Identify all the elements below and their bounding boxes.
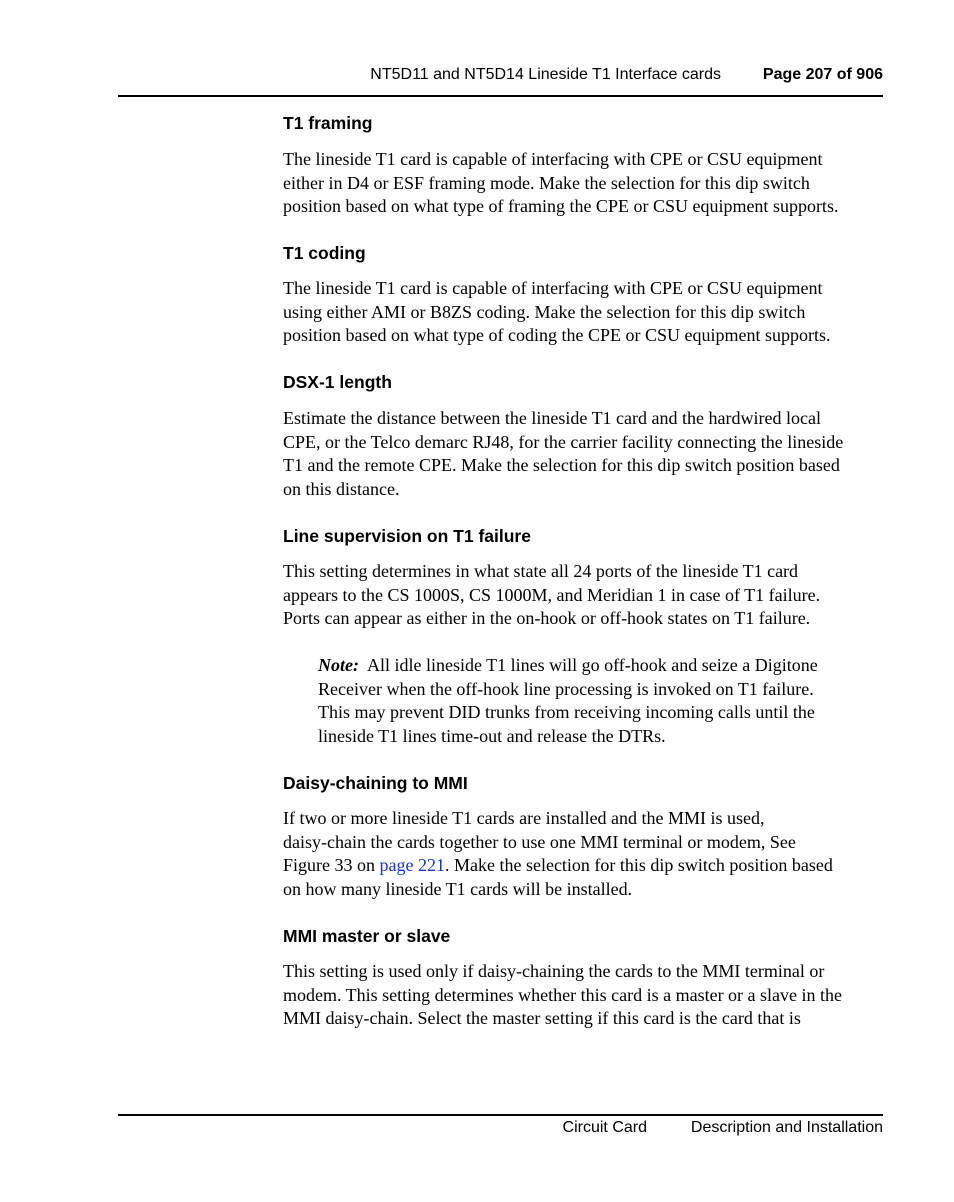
- text-line: lineside T1 lines time-out and release the DTRs.: [318, 725, 666, 746]
- paragraph-mmi-master-slave: [283, 960, 887, 1031]
- text-line: MMI daisy-chain. Select the master setting if this card is the card that is: [283, 1008, 801, 1028]
- text-segment: Figure 33 on: [283, 855, 380, 875]
- text-line: This may prevent DID trunks from receiving incoming calls until the: [318, 702, 815, 722]
- footer-right: Description and Installation: [690, 1119, 883, 1136]
- paragraph-dsx1-length: [283, 407, 887, 501]
- footer-rule: [118, 1114, 883, 1116]
- document-title: NT5D11 and NT5D14 Lineside T1 Interface cards: [370, 66, 721, 83]
- text-line: on how many lineside T1 cards will be installed.: [283, 878, 633, 899]
- heading-dsx1-length: DSX-1 length: [283, 372, 392, 392]
- text-line: daisy-chain the cards together to use one MMI terminal or modem, See: [283, 831, 796, 852]
- text-line: appears to the CS 1000S, CS 1000M, and Meridian 1 in case of T1 failure.: [283, 584, 821, 605]
- text-line: Ports can appear as either in the on-hook or off-hook states on T1 failure.: [283, 608, 811, 628]
- page-header: [118, 62, 883, 92]
- text-line: The lineside T1 card is capable of interfacing with CPE or CSU equipment: [283, 149, 823, 169]
- text-line: T1 and the remote CPE. Make the selection for this dip switch position based: [283, 455, 840, 475]
- text-line: on this distance.: [283, 478, 400, 499]
- note-text: All idle lineside T1 lines will go off-hook and seize a Digitone: [366, 655, 818, 675]
- text-line: This setting is used only if daisy-chaining the cards to the MMI terminal or: [283, 961, 825, 981]
- page-221-link[interactable]: page 221: [379, 855, 445, 875]
- text-line: The lineside T1 card is capable of interfacing with CPE or CSU equipment: [283, 278, 823, 298]
- text-line: Receiver when the off-hook line processing is invoked on T1 failure.: [318, 678, 814, 699]
- note-label: Note:: [318, 655, 359, 675]
- header-rule: [118, 95, 883, 97]
- page-number: Page 207 of 906: [762, 66, 883, 83]
- text-line: This setting determines in what state all 24 ports of the lineside T1 card: [283, 561, 799, 581]
- text-line: modem. This setting determines whether this card is a master or a slave in the: [283, 984, 843, 1005]
- text-line: either in D4 or ESF framing mode. Make the selection for this dip switch: [283, 172, 810, 193]
- paragraph-t1-coding: [283, 277, 887, 348]
- paragraph-daisy-chaining: [283, 807, 887, 901]
- text-line: using either AMI or B8ZS coding. Make the selection for this dip switch: [283, 301, 806, 322]
- heading-t1-framing: T1 framing: [283, 113, 373, 133]
- text-line: position based on what type of coding the CPE or CSU equipment supports.: [283, 325, 831, 345]
- footer-left: Circuit Card: [562, 1119, 647, 1136]
- page-footer: [118, 1118, 883, 1142]
- heading-daisy-chaining: Daisy-chaining to MMI: [283, 773, 468, 793]
- text-line: position based on what type of framing the CPE or CSU equipment supports.: [283, 196, 839, 216]
- heading-t1-coding: T1 coding: [283, 243, 366, 263]
- note-block: [318, 654, 888, 748]
- paragraph-t1-framing: [283, 148, 887, 219]
- text-line: CPE, or the Telco demarc RJ48, for the carrier facility connecting the lineside: [283, 431, 844, 452]
- text-line: [318, 654, 888, 678]
- text-segment: . Make the selection for this dip switch position based: [444, 855, 833, 875]
- text-line: [283, 854, 887, 878]
- text-line: Estimate the distance between the lineside T1 card and the hardwired local: [283, 408, 821, 428]
- text-line: If two or more lineside T1 cards are installed and the MMI is used,: [283, 808, 765, 828]
- heading-line-supervision: Line supervision on T1 failure: [283, 526, 531, 546]
- paragraph-line-supervision: [283, 560, 887, 631]
- heading-mmi-master-slave: MMI master or slave: [283, 926, 451, 946]
